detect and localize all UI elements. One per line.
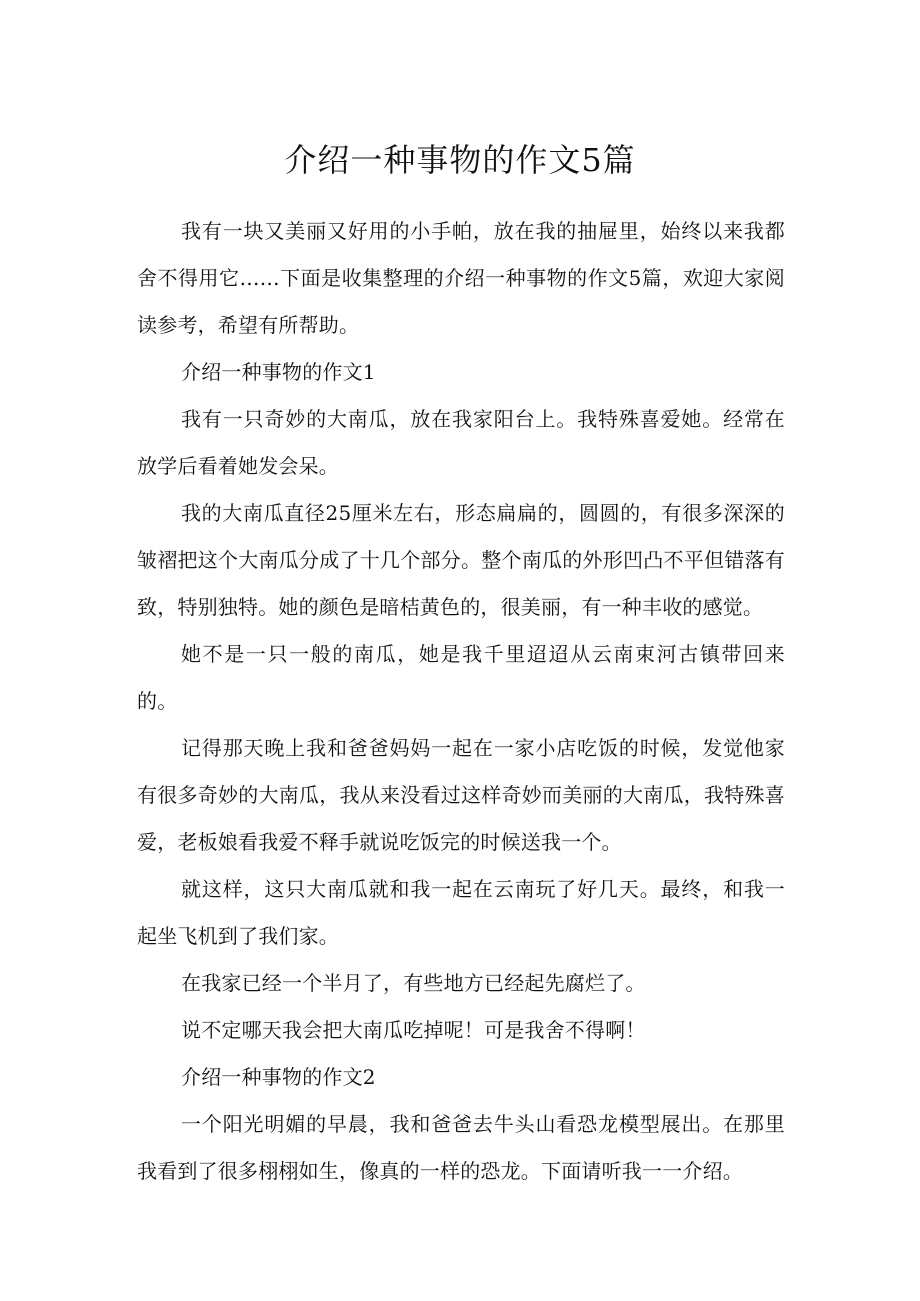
document-title: 介绍一种事物的作文5篇: [284, 141, 636, 179]
body-paragraph: 在我家已经一个半月了，有些地方已经起先腐烂了。: [181, 971, 646, 995]
body-paragraph: 说不定哪天我会把大南瓜吃掉呢！可是我舍不得啊！: [181, 1018, 646, 1042]
body-paragraph: 一个阳光明媚的早晨，我和爸爸去牛头山看恐龙模型展出。在那里我看到了很多栩栩如生，像真的一样的恐龙。下面请听我一一介绍。: [137, 1112, 785, 1183]
body-paragraph: 我有一只奇妙的大南瓜，放在我家阳台上。我特殊喜爱她。经常在放学后看着她发会呆。: [137, 407, 785, 478]
section-heading: 介绍一种事物的作文1: [181, 360, 376, 384]
body-paragraph: 她不是一只一般的南瓜，她是我千里迢迢从云南束河古镇带回来的。: [137, 642, 785, 713]
document-body: [137, 208, 785, 1195]
section-heading: 介绍一种事物的作文2: [181, 1065, 376, 1089]
body-paragraph: 我的大南瓜直径25厘米左右，形态扁扁的，圆圆的，有很多深深的皱褶把这个大南瓜分成了十几个部分。整个南瓜的外形凹凸不平但错落有致，特别独特。她的颜色是暗桔黄色的，很美丽，有一种丰收的感觉。: [137, 501, 785, 619]
body-paragraph: 就这样，这只大南瓜就和我一起在云南玩了好几天。最终，和我一起坐飞机到了我们家。: [137, 877, 785, 948]
body-paragraph: 记得那天晚上我和爸爸妈妈一起在一家小店吃饭的时候，发觉他家有很多奇妙的大南瓜，我从来没看过这样奇妙而美丽的大南瓜，我特殊喜爱，老板娘看我爱不释手就说吃饭完的时候送我一个。: [137, 736, 785, 854]
intro-paragraph: 我有一块又美丽又好用的小手帕，放在我的抽屉里，始终以来我都舍不得用它……下面是收集整理的介绍一种事物的作文5篇，欢迎大家阅读参考，希望有所帮助。: [137, 219, 785, 337]
